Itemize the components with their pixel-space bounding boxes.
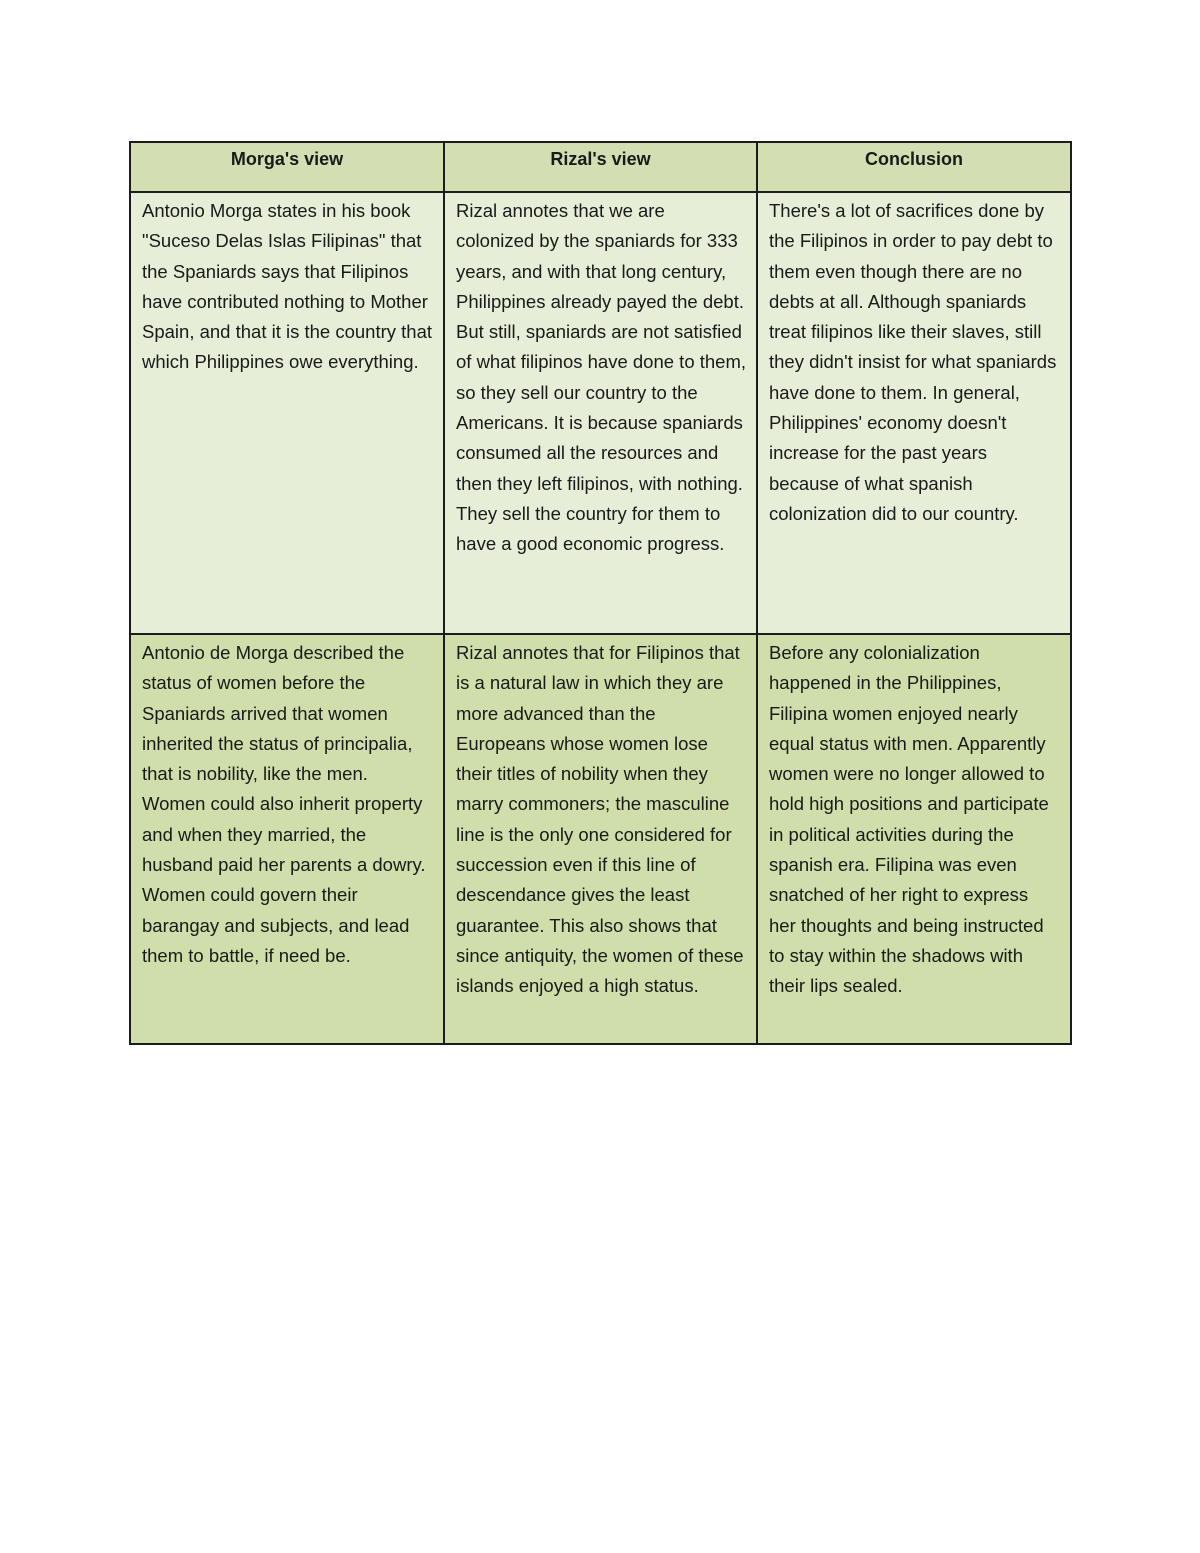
header-conclusion: Conclusion <box>757 142 1071 192</box>
header-morgas-view: Morga's view <box>130 142 444 192</box>
conclusion-cell: Before any colonialization happened in the Philippines, Filipina women enjoyed nearly equal status with men. Apparently women were no longer allowed to hold high positions and participate in political activities during the spanish era. Filipina was even snatched of her right to express her thoughts and being instructed to stay within the shadows with their lips sealed. <box>757 634 1071 1044</box>
comparison-table <box>129 141 1072 1045</box>
table-row <box>130 192 1071 634</box>
conclusion-cell: There's a lot of sacrifices done by the Filipinos in order to pay debt to them even though there are no debts at all. Although spaniards treat filipinos like their slaves, still they didn't insist for what spaniards have done to them. In general, Philippines' economy doesn't increase for the past years because of what spanish colonization did to our country. <box>757 192 1071 634</box>
table-header-row <box>130 142 1071 192</box>
rizal-view-cell: Rizal annotes that we are colonized by the spaniards for 333 years, and with that long century, Philippines already payed the debt. But still, spaniards are not satisfied of what filipinos have done to them, so they sell our country to the Americans. It is because spaniards consumed all the resources and then they left filipinos, with nothing. They sell the country for them to have a good economic progress. <box>444 192 757 634</box>
table-row <box>130 634 1071 1044</box>
morga-view-cell: Antonio Morga states in his book "Suceso Delas Islas Filipinas" that the Spaniards says that Filipinos have contributed nothing to Mother Spain, and that it is the country that which Philippines owe everything. <box>130 192 444 634</box>
header-rizals-view: Rizal's view <box>444 142 757 192</box>
rizal-view-cell: Rizal annotes that for Filipinos that is a natural law in which they are more advanced than the Europeans whose women lose their titles of nobility when they marry commoners; the masculine line is the only one considered for succession even if this line of descendance gives the least guarantee. This also shows that since antiquity, the women of these islands enjoyed a high status. <box>444 634 757 1044</box>
morga-view-cell: Antonio de Morga described the status of women before the Spaniards arrived that women inherited the status of principalia, that is nobility, like the men. Women could also inherit property and when they married, the husband paid her parents a dowry. Women could govern their barangay and subjects, and lead them to battle, if need be. <box>130 634 444 1044</box>
